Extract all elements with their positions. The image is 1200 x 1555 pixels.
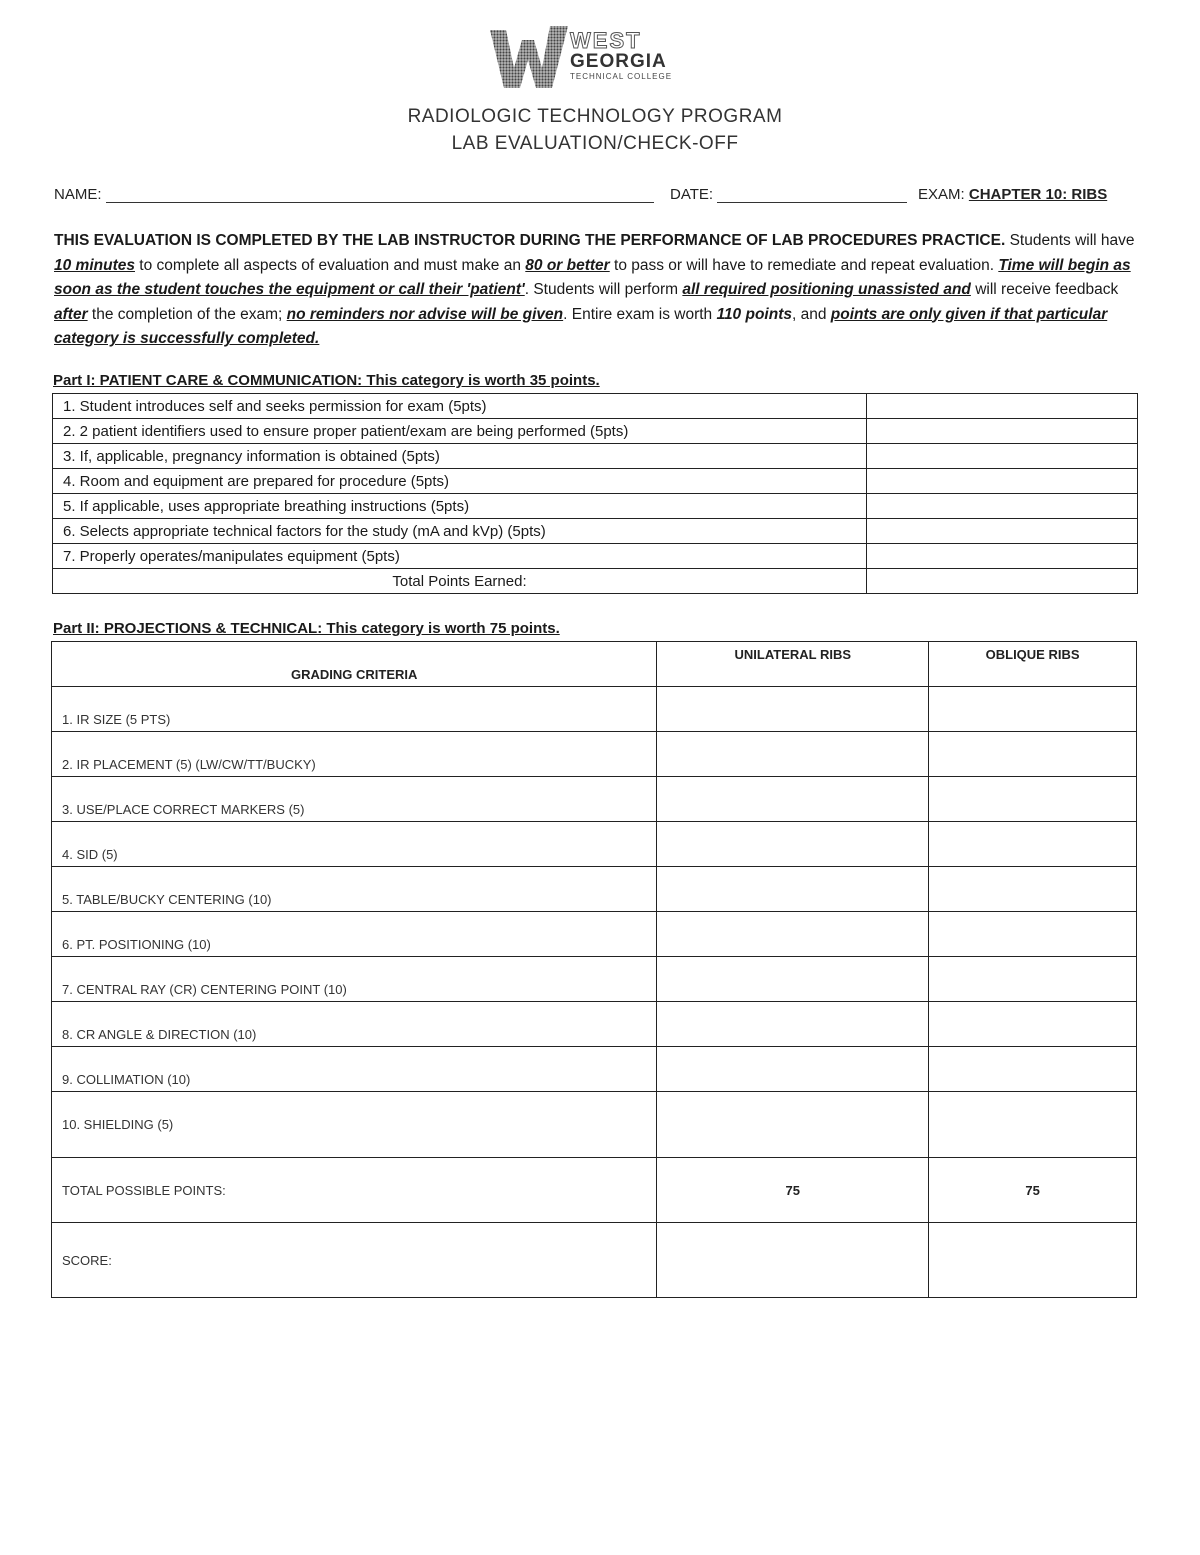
oblique-score-cell[interactable] <box>929 867 1137 912</box>
instr-s17: points are only given if that particular category is successfully completed. <box>54 305 1108 347</box>
part1-item: 3. If, applicable, pregnancy information is obtained (5pts) <box>53 444 867 469</box>
oblique-score-cell[interactable] <box>929 732 1137 777</box>
oblique-score-cell[interactable] <box>929 1047 1137 1092</box>
table-row <box>52 1092 1137 1158</box>
part2-title: Part II: PROJECTIONS & TECHNICAL: This category is worth 75 points. <box>53 620 560 637</box>
table-row <box>52 1002 1137 1047</box>
unilateral-final-score[interactable] <box>657 1223 929 1298</box>
instr-s13: no reminders nor advise will be given <box>286 305 564 323</box>
unilateral-score-cell[interactable] <box>657 957 929 1002</box>
program-title: RADIOLOGIC TECHNOLOGY PROGRAM <box>407 106 783 127</box>
unilateral-score-cell[interactable] <box>657 687 929 732</box>
instr-s14: . Entire exam is worth <box>563 305 717 323</box>
criteria-cell: 9. COLLIMATION (10) <box>52 1047 657 1092</box>
logo-line-college: TECHNICAL COLLEGE <box>570 72 673 81</box>
unilateral-score-cell[interactable] <box>657 777 929 822</box>
part1-item: 2. 2 patient identifiers used to ensure proper patient/exam are being performed (5pts) <box>53 419 867 444</box>
table-row <box>52 867 1137 912</box>
table-row <box>53 419 1138 444</box>
table-header-row <box>52 642 1137 687</box>
col-header-criteria: GRADING CRITERIA <box>52 642 657 687</box>
unilateral-score-cell[interactable] <box>657 1047 929 1092</box>
table-row <box>52 1223 1137 1298</box>
name-field[interactable] <box>54 186 654 203</box>
part1-item: 5. If applicable, uses appropriate breathing instructions (5pts) <box>53 494 867 519</box>
instr-s5: 80 or better <box>525 256 610 274</box>
total-possible-label: TOTAL POSSIBLE POINTS: <box>52 1158 657 1223</box>
name-label: NAME: <box>54 186 102 203</box>
criteria-cell: 8. CR ANGLE & DIRECTION (10) <box>52 1002 657 1047</box>
table-row <box>52 1047 1137 1092</box>
instr-s9: all required positioning unassisted and <box>682 281 971 298</box>
part1-score-cell[interactable] <box>867 519 1138 544</box>
col-header-unilateral: UNILATERAL RIBS <box>657 642 929 687</box>
part1-score-cell[interactable] <box>867 544 1138 569</box>
criteria-cell: 1. IR SIZE (5 PTS) <box>52 687 657 732</box>
exam-value: CHAPTER 10: RIBS <box>968 186 1108 203</box>
table-row <box>53 519 1138 544</box>
unilateral-score-cell[interactable] <box>657 1002 929 1047</box>
date-label: DATE: <box>670 186 714 203</box>
criteria-cell: 7. CENTRAL RAY (CR) CENTERING POINT (10) <box>52 957 657 1002</box>
instr-s2: Students will have <box>1005 232 1135 249</box>
table-row <box>53 444 1138 469</box>
part1-score-cell[interactable] <box>867 494 1138 519</box>
oblique-score-cell[interactable] <box>929 822 1137 867</box>
oblique-score-cell[interactable] <box>929 1002 1137 1047</box>
date-blank[interactable] <box>717 186 907 203</box>
instr-s7: Time will begin as soon as the student touches the equipment or call their 'patient' <box>54 256 1131 298</box>
oblique-final-score[interactable] <box>929 1223 1137 1298</box>
name-blank[interactable] <box>106 186 654 203</box>
instr-s1: THIS EVALUATION IS COMPLETED BY THE LAB INSTRUCTOR DURING THE PERFORMANCE OF LAB PROCEDURES PRACTICE. <box>54 232 1006 249</box>
table-row <box>53 569 1138 594</box>
oblique-score-cell[interactable] <box>929 912 1137 957</box>
part1-item: 7. Properly operates/manipulates equipment (5pts) <box>53 544 867 569</box>
table-row <box>53 469 1138 494</box>
part1-item: 6. Selects appropriate technical factors for the study (mA and kVp) (5pts) <box>53 519 867 544</box>
unilateral-score-cell[interactable] <box>657 822 929 867</box>
unilateral-score-cell[interactable] <box>657 867 929 912</box>
part1-item: 1. Student introduces self and seeks permission for exam (5pts) <box>53 394 867 419</box>
oblique-score-cell[interactable] <box>929 687 1137 732</box>
table-row <box>52 732 1137 777</box>
part1-score-cell[interactable] <box>867 394 1138 419</box>
logo-line-west: WEST <box>570 28 642 53</box>
part1-score-cell[interactable] <box>867 419 1138 444</box>
col-header-oblique: OBLIQUE RIBS <box>929 642 1137 687</box>
part1-total-label: Total Points Earned: <box>53 569 867 594</box>
form-title: LAB EVALUATION/CHECK-OFF <box>451 133 739 154</box>
instr-s15: 110 points <box>716 305 792 323</box>
part1-total-cell[interactable] <box>867 569 1138 594</box>
logo-line-georgia: GEORGIA <box>570 51 667 72</box>
college-logo-icon <box>490 24 568 90</box>
table-row <box>52 957 1137 1002</box>
table-row <box>53 494 1138 519</box>
part1-score-cell[interactable] <box>867 469 1138 494</box>
instructions-paragraph <box>54 229 1144 352</box>
oblique-score-cell[interactable] <box>929 957 1137 1002</box>
criteria-cell: 3. USE/PLACE CORRECT MARKERS (5) <box>52 777 657 822</box>
criteria-cell: 10. SHIELDING (5) <box>52 1092 657 1158</box>
exam-field <box>918 186 1107 203</box>
instr-s10: will receive feedback <box>970 281 1119 298</box>
exam-label: EXAM: <box>918 186 965 203</box>
criteria-cell: 5. TABLE/BUCKY CENTERING (10) <box>52 867 657 912</box>
instr-s11: after <box>54 305 88 323</box>
table-row <box>53 544 1138 569</box>
instr-s4: to complete all aspects of evaluation and must make an <box>134 256 526 274</box>
criteria-cell: 4. SID (5) <box>52 822 657 867</box>
table-row <box>52 687 1137 732</box>
part1-title: Part I: PATIENT CARE & COMMUNICATION: This category is worth 35 points. <box>53 372 600 389</box>
part1-table <box>52 393 1138 594</box>
table-row <box>52 822 1137 867</box>
oblique-total: 75 <box>929 1158 1137 1223</box>
table-row <box>52 777 1137 822</box>
instr-s8: . Students will perform <box>524 281 683 298</box>
oblique-score-cell[interactable] <box>929 777 1137 822</box>
instr-s12: the completion of the exam; <box>87 305 287 323</box>
unilateral-score-cell[interactable] <box>657 732 929 777</box>
criteria-cell: 2. IR PLACEMENT (5) (LW/CW/TT/BUCKY) <box>52 732 657 777</box>
college-logo <box>490 24 710 90</box>
criteria-cell: 6. PT. POSITIONING (10) <box>52 912 657 957</box>
part1-score-cell[interactable] <box>867 444 1138 469</box>
part1-item: 4. Room and equipment are prepared for procedure (5pts) <box>53 469 867 494</box>
instr-s16: , and <box>791 305 831 323</box>
score-label: SCORE: <box>52 1223 657 1298</box>
date-field[interactable] <box>670 186 907 203</box>
oblique-score-cell[interactable] <box>929 1092 1137 1158</box>
unilateral-score-cell[interactable] <box>657 1092 929 1158</box>
part2-table <box>51 641 1137 1298</box>
unilateral-score-cell[interactable] <box>657 912 929 957</box>
table-row <box>52 912 1137 957</box>
instr-s6: to pass or will have to remediate and repeat evaluation. <box>609 256 999 274</box>
table-row <box>52 1158 1137 1223</box>
unilateral-total: 75 <box>657 1158 929 1223</box>
instr-s3: 10 minutes <box>54 256 135 274</box>
table-row <box>53 394 1138 419</box>
